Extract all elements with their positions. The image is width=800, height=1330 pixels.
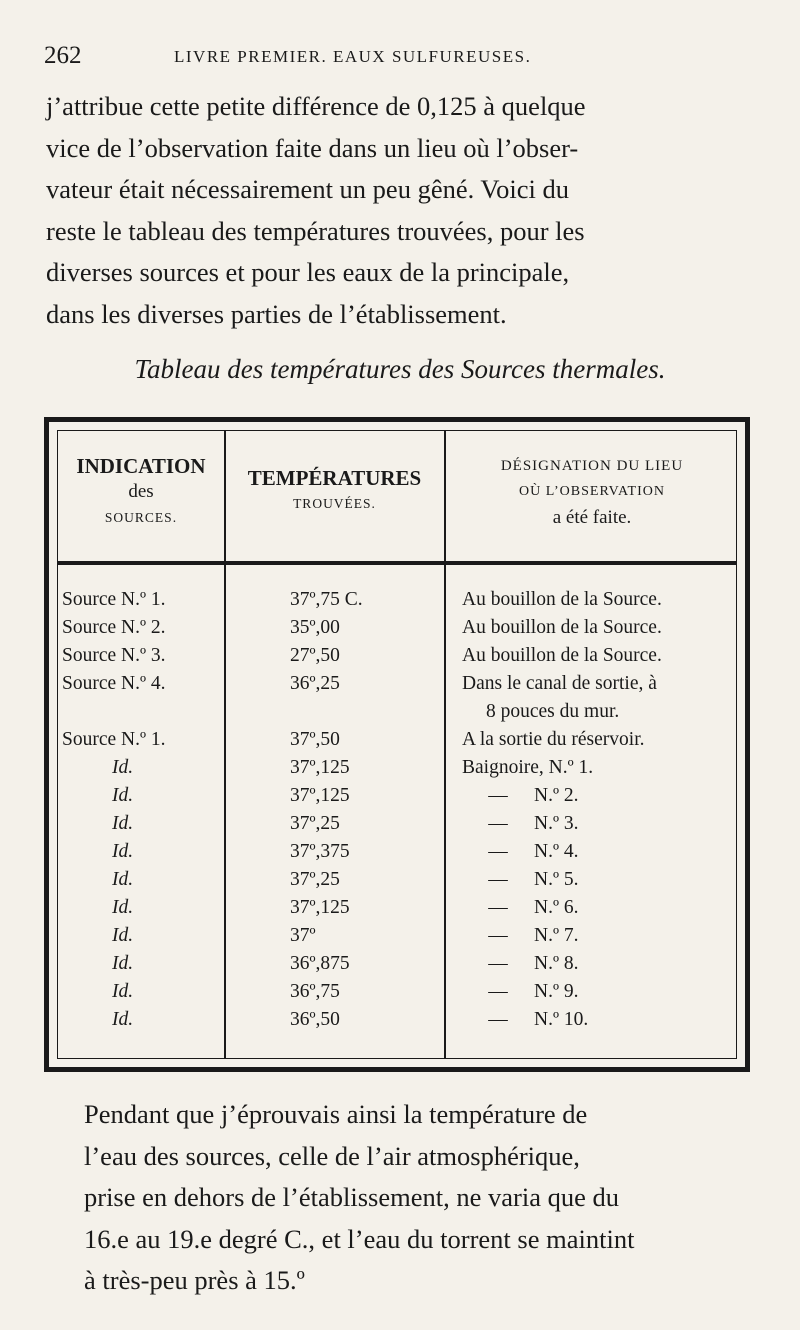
cell-location: [462, 869, 738, 891]
cell-location: Au bouillon de la Source.: [462, 589, 662, 610]
table-row: [58, 981, 736, 1009]
header-text: TEMPÉRATURES: [247, 466, 422, 490]
cell-temperature: 36º,75: [290, 981, 340, 1002]
header-text: TROUVÉES.: [293, 496, 376, 511]
cell-temperature: 37º,125: [290, 897, 350, 918]
running-title: LIVRE PREMIER. EAUX SULFUREUSES.: [174, 47, 532, 66]
bathtub-number: N.º 8.: [534, 953, 579, 974]
header-text: DÉSIGNATION DU LIEU: [500, 458, 684, 474]
table-row: [58, 841, 736, 869]
header-text: a été faite.: [552, 507, 632, 528]
cell-location: Dans le canal de sortie, à: [462, 673, 657, 694]
cell-location: [462, 813, 738, 835]
table-row: [58, 813, 736, 841]
cell-temperature: 37º,375: [290, 841, 350, 862]
table-row: [58, 757, 736, 785]
closing-paragraph: [46, 1094, 754, 1302]
text-line: vateur était nécessairement un peu gêné. Voici du: [46, 174, 569, 204]
header-text: des: [128, 481, 154, 502]
ditto-dash: —: [488, 785, 508, 806]
table-row: [58, 869, 736, 897]
text-line: l’eau des sources, celle de l’air atmosphérique,: [84, 1140, 580, 1171]
cell-source: Source N.º 2.: [62, 617, 166, 638]
header-text: SOURCES.: [104, 510, 178, 525]
cell-location: [462, 953, 738, 975]
bathtub-number: N.º 6.: [534, 897, 579, 918]
table-row: [58, 589, 736, 617]
header-indication: [58, 453, 224, 531]
cell-location: Baignoire, N.º 1.: [462, 757, 594, 778]
cell-source: Id.: [112, 841, 134, 862]
table-row: [58, 701, 736, 729]
table-row: [58, 897, 736, 925]
cell-location: A la sortie du réservoir.: [462, 729, 645, 750]
cell-temperature: 37º,125: [290, 757, 350, 778]
cell-temperature: 37º,25: [290, 869, 340, 890]
cell-source: Source N.º 1.: [62, 729, 166, 750]
cell-temperature: 37º,50: [290, 729, 340, 750]
cell-source: Id.: [112, 953, 134, 974]
cell-location: [462, 1009, 738, 1031]
intro-paragraph: [46, 86, 754, 335]
bathtub-number: N.º 7.: [534, 925, 579, 946]
bathtub-number: N.º 3.: [534, 813, 579, 834]
table-inner-border: [57, 430, 737, 1059]
cell-source: Source N.º 1.: [62, 589, 166, 610]
cell-temperature: 37º: [290, 925, 316, 946]
cell-source: Id.: [112, 757, 134, 778]
text-line: Pendant que j’éprouvais ainsi la température de: [84, 1099, 588, 1129]
table-row: [58, 645, 736, 673]
cell-temperature: 27º,50: [290, 645, 340, 666]
text-line: 16.e au 19.e degré C., et l’eau du torrent se maintint: [84, 1223, 635, 1254]
ditto-dash: —: [488, 813, 508, 834]
cell-temperature: 37º,125: [290, 785, 350, 806]
cell-source: Id.: [112, 869, 134, 890]
cell-location: Au bouillon de la Source.: [462, 617, 662, 638]
table-row: [58, 1009, 736, 1037]
header-text: INDICATION: [76, 454, 206, 478]
bathtub-number: N.º 9.: [534, 981, 579, 1002]
cell-source: Id.: [112, 785, 134, 806]
cell-source: Id.: [112, 925, 134, 946]
text-line: à très-peu près à 15.º: [84, 1265, 305, 1295]
cell-temperature: 36º,875: [290, 953, 350, 974]
cell-temperature: 36º,25: [290, 673, 340, 694]
header-rule: [58, 561, 736, 565]
table-row: [58, 617, 736, 645]
ditto-dash: —: [488, 841, 508, 862]
cell-location: Au bouillon de la Source.: [462, 645, 662, 666]
bathtub-number: N.º 4.: [534, 841, 579, 862]
running-head: [44, 42, 756, 74]
cell-temperature: 37º,75 C.: [290, 589, 363, 610]
text-line: diverses sources et pour les eaux de la principale,: [46, 257, 570, 287]
cell-source: Id.: [112, 897, 134, 918]
page-number: 262: [44, 42, 82, 69]
cell-location: [462, 925, 738, 947]
bathtub-number: N.º 2.: [534, 785, 579, 806]
text-line: j’attribue cette petite différence de 0,125 à quelque: [46, 91, 586, 121]
cell-source: Id.: [112, 813, 134, 834]
cell-source: Id.: [112, 981, 134, 1002]
text-line: reste le tableau des températures trouvées, pour les: [46, 215, 585, 246]
header-text: OÙ L’OBSERVATION: [519, 484, 665, 499]
cell-source: Source N.º 4.: [62, 673, 166, 694]
text-line: prise en dehors de l’établissement, ne varia que du: [84, 1182, 619, 1212]
header-designation: [446, 453, 738, 531]
header-temperatures: [225, 465, 444, 517]
table-row: [58, 729, 736, 757]
table-row: [58, 673, 736, 701]
cell-location: 8 pouces du mur.: [486, 701, 620, 722]
ditto-dash: —: [488, 869, 508, 890]
cell-temperature: 35º,00: [290, 617, 340, 638]
cell-source: Source N.º 3.: [62, 645, 166, 666]
bathtub-number: N.º 5.: [534, 869, 579, 890]
table-row: [58, 785, 736, 813]
cell-temperature: 36º,50: [290, 1009, 340, 1030]
ditto-dash: —: [488, 953, 508, 974]
table-title: Tableau des températures des Sources thermales.: [134, 354, 666, 384]
bathtub-number: N.º 10.: [534, 1009, 589, 1030]
cell-source: Id.: [112, 1009, 134, 1030]
temperature-table: [44, 417, 750, 1072]
cell-temperature: 37º,25: [290, 813, 340, 834]
cell-location: [462, 981, 738, 1003]
table-row: [58, 925, 736, 953]
ditto-dash: —: [488, 897, 508, 918]
ditto-dash: —: [488, 1009, 508, 1030]
cell-location: [462, 841, 738, 863]
ditto-dash: —: [488, 981, 508, 1002]
text-line: vice de l’observation faite dans un lieu où l’obser-: [46, 132, 579, 163]
ditto-dash: —: [488, 925, 508, 946]
cell-location: [462, 897, 738, 919]
text-line: dans les diverses parties de l’établissement.: [46, 298, 507, 329]
table-row: [58, 953, 736, 981]
cell-location: [462, 785, 738, 807]
